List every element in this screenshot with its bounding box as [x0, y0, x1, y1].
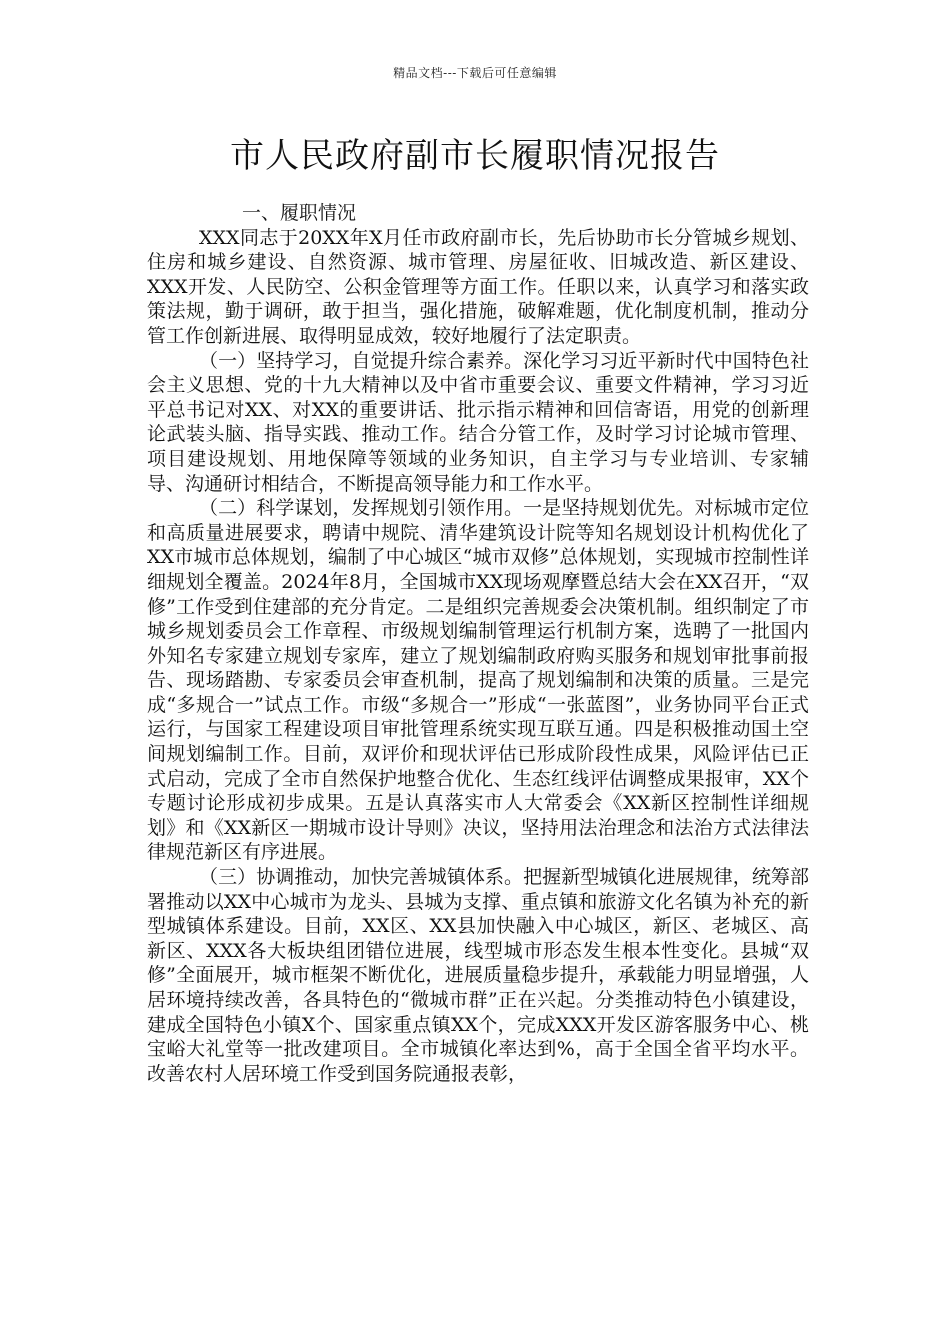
paragraph-study: （一）坚持学习，自觉提升综合素养。深化学习习近平新时代中国特色社会主义思想、党的十九大精神以及中省市重要会议、重要文件精神，学习习近平总书记对XX、对XX的重要讲话、批示指示精神和回信寄语，用党的创新理论武装头脑、指导实践、推动工作。结合分管工作，及时学习讨论城市管理、项目建设规划、用地保障等领域的业务知识，自主学习与专业培训、专家辅导、沟通研讨相结合，不断提高领导能力和工作水平。 [147, 349, 809, 495]
paragraph-intro: XXX同志于20XX年X月任市政府副市长，先后协助市长分管城乡规划、住房和城乡建设、自然资源、城市管理、房屋征收、旧城改造、新区建设、XXX开发、人民防空、公积金管理等方面工作。任职以来，认真学习和落实政策法规，勤于调研，敢于担当，强化措施，破解难题，优化制度机制，推动分管工作创新进展、取得明显成效，较好地履行了法定职责。 [147, 226, 809, 347]
page-header: 精品文档---下载后可任意编辑 [393, 66, 557, 80]
paragraph-planning: （二）科学谋划，发挥规划引领作用。一是坚持规划优先。对标城市定位和高质量进展要求，聘请中规院、清华建筑设计院等知名规划设计机构优化了XX市城市总体规划，编制了中心城区“城市双修”总体规划，实现城市控制性详细规划全覆盖。2024年8月，全国城市XX现场观摩暨总结大会在XX召开，“双修”工作受到住建部的充分肯定。二是组织完善规委会决策机制。组织制定了市城乡规划委员会工作章程、市级规划编制管理运行机制方案，选聘了一批国内外知名专家建立规划专家库，建立了规划编制政府购买服务和规划审批事前报告、现场踏勘、专家委员会审查机制，提高了规划编制和决策的质量。三是完成“多规合一”试点工作。市级“多规合一”形成“一张蓝图”，业务协同平台正式运行，与国家工程建设项目审批管理系统实现互联互通。四是积极推动国土空间规划编制工作。目前，双评价和现状评估已形成阶段性成果，风险评估已正式启动，完成了全市自然保护地整合优化、生态红线评估调整成果报审，XX个专题讨论形成初步成果。五是认真落实市人大常委会《XX新区控制性详细规划》和《XX新区一期城市设计导则》决议，坚持用法治理念和法治方式法律法律规范新区有序进展。 [147, 497, 809, 864]
document-title: 市人民政府副市长履职情况报告 [230, 136, 720, 176]
document-body [147, 201, 809, 1086]
paragraph-urbanization: （三）协调推动，加快完善城镇体系。把握新型城镇化进展规律，统筹部署推动以XX中心城市为龙头、县城为支撑、重点镇和旅游文化名镇为补充的新型城镇体系建设。目前，XX区、XX县加快融入中心城区，新区、老城区、高新区、XXX各大板块组团错位进展，线型城市形态发生根本性变化。县城“双修”全面展开，城市框架不断优化，进展质量稳步提升，承载能力明显增强，人居环境持续改善，各具特色的“微城市群”正在兴起。分类推动特色小镇建设，建成全国特色小镇X个、国家重点镇XX个，完成XXX开发区游客服务中心、桃宝峪大礼堂等一批改建项目。全市城镇化率达到%，高于全国全省平均水平。改善农村人居环境工作受到国务院通报表彰， [147, 866, 809, 1085]
section-heading: 一、履职情况 [242, 202, 357, 224]
